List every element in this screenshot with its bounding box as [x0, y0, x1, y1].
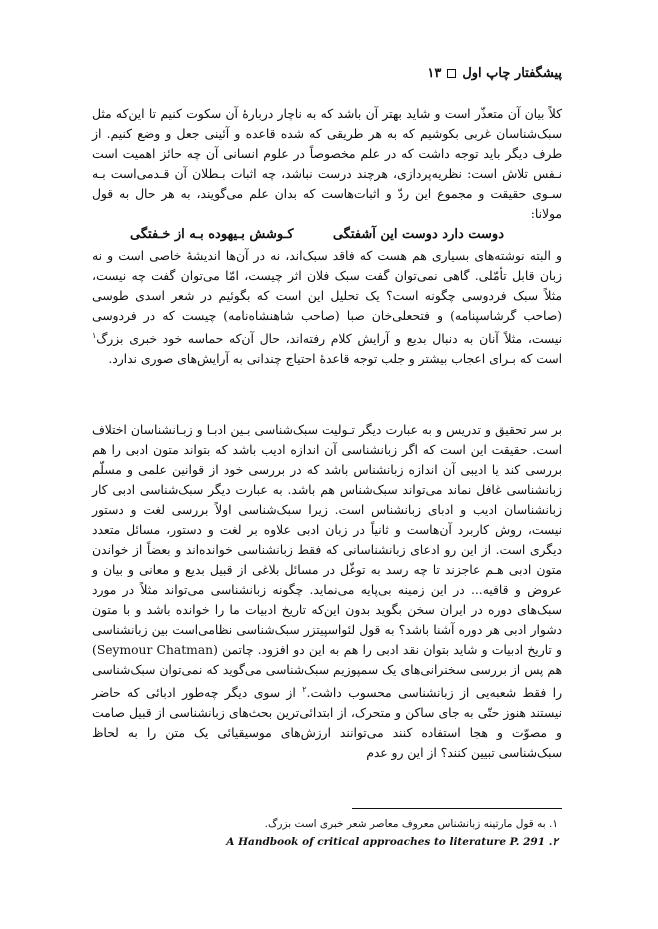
header-title: پیشگفتار چاپ اول — [462, 66, 562, 81]
paragraph-1: کلاً بیان آن متعذّر است و شاید بهتر آن باشد که به ناچار دربارهٔ آن سکوت کنیم تا این‌که مثل سبک‌شناسان غربی بکوشیم که به هر طریقی که شده قاعده و آئینی جعل و وضع کنیم. از طرف دیگر باید توجه داشت که در علم مخصوصاً در علوم انسانی آن چه حائز اهمیت است نـفس تلاش است: نظریه‌پردازی، هرچند درست نباشد، چه اثبات بـطلان آن قـدمی‌است بـه سـوی حقیقت و مجموع این ردّ و اثبات‌هاست که بدان علم می‌گویند، به هر حال به قول مولانا: — [92, 107, 562, 221]
footnote-1: ۱. به قول مارتینه زبانشناس معروف معاصر شعر خبری است بزرگ. — [264, 818, 558, 830]
footnote-2: A Handbook of critical approaches to literature P. 291 .۲ — [226, 836, 558, 848]
paragraph-3-end: از سوی دیگر چه‌طور ادبائی که حاضر نیستند هنوز حتّی به جای ساکن و متحرک، از ابتدائی‌ترین بحث‌های زبانشناسی از قبیل صامت و مصوّت و هجا استفاده کنند می‌توانند ارزش‌های موسیقیائی یک متن را به لحاظ سبک‌شناسی تبیین کنند؟ از این رو عدم — [92, 686, 562, 761]
running-header — [427, 66, 562, 81]
paragraph-2 — [92, 246, 562, 369]
body-text-bottom — [92, 420, 562, 763]
poem-hemistich-right: دوست دارد دوست این آشفتگی — [332, 227, 504, 242]
paragraph-2-end: است که بـرای اعجاب بیشتر و جلب توجه قاعدهٔ احتیاج چندانی به آرایش‌های صوری ندارد. — [108, 352, 562, 367]
footnote-ref-2: ۲ — [302, 685, 307, 694]
page-number: ۱۳ — [427, 66, 442, 81]
poem-verse — [92, 224, 562, 246]
footnote-ref-1: ۱ — [92, 331, 97, 340]
square-ornament-icon — [447, 69, 456, 78]
paragraph-2-text: و البته نوشته‌های بسیاری هم هست که فاقد سبک‌اند، نه در آن‌ها اندیشهٔ خاصی است و نه زبان قابل تأمّلی. گاهی نمی‌توان گفت سبک فلان اثر چیست، امّا می‌توان گفت چه نیست، مثلاً سبک فردوسی چگونه است؟ یک تحلیل این است که بگوئیم در شعر اسدی طوسی (صاحب گرشاسپنامه) و فتحعلی‌خان صبا (صاحب شاهنشاه‌نامه) چیست که در فردوسی نیست، مثلاً آنان به دنبال بدیع و آرایش کلام رفته‌اند، حال آن‌که حماسه خود خبری بزرگ — [92, 249, 562, 347]
paragraph-3 — [92, 420, 562, 763]
paragraph-3-text: بر سر تحقیق و تدریس و به عبارت دیگر تـولیت سبک‌شناسی بـین ادبـا و زبـانشناسان اختلاف است. حقیقت این است که اگر زبانشناسی آن اندازه ادیب باشد که بتواند متون ادبی را هم بررسی کند یا ادیبی آن اندازه زبانشناس باشد که در بررسی خود از قوانین علمی و مسلّم زبانشناسی غافل نماند می‌تواند سبک‌شناس هم باشد. به عبارت دیگر سبک‌شناسی ادبی کار زبانشناسان ادیب و ادبای زبانشناس است. زیرا سبک‌شناسی اولاً بررسی لغت و دستور نیست، روش کاربرد آن‌هاست و ثانیاً در زبان ادبی علاوه بر لغت و دستور، مسائل متعدد دیگری است. از این رو ادعای زبانشناسانی که فقط زبانشناسی خوانده‌اند و بعضاً از خواندن متون ادبی هـم عاجزند تا چه رسد به توغّل در مسائل بلاغی از قبیل بدیع و معانی و بیان و عروض و قافیه... در این زمینه بی‌پایه می‌نماید. چگونه زبانشناسی می‌تواند مثلاً در مورد سبک‌های دوره در ایران سخن بگوید بدون این‌که تاریخ ادبیات ما را خوانده باشد و با متون دشوار ادبی هر دوره آشنا باشد؟ به قول لئواسپیتزر سبک‌شناسی نظامی‌است بین زبانشناسی و تاریخ ادبیات و شاید بتوان نقد ادبی را هم به این دو افزود. چاتمن (Seymour Chatman) هم پس از بررسی سخنرانی‌های یک سمپوزیم سبک‌شناسی می‌گوید که نمی‌توان سبک‌شناسی را فقط شعبه‌یی از زبانشناسی محسوب داشت. — [92, 423, 563, 701]
footnote-divider — [352, 808, 562, 809]
footnotes — [92, 815, 558, 851]
body-text-top — [92, 104, 562, 369]
poem-hemistich-left: کـوشش بـیهوده بـه از خـفتگی — [130, 227, 294, 242]
